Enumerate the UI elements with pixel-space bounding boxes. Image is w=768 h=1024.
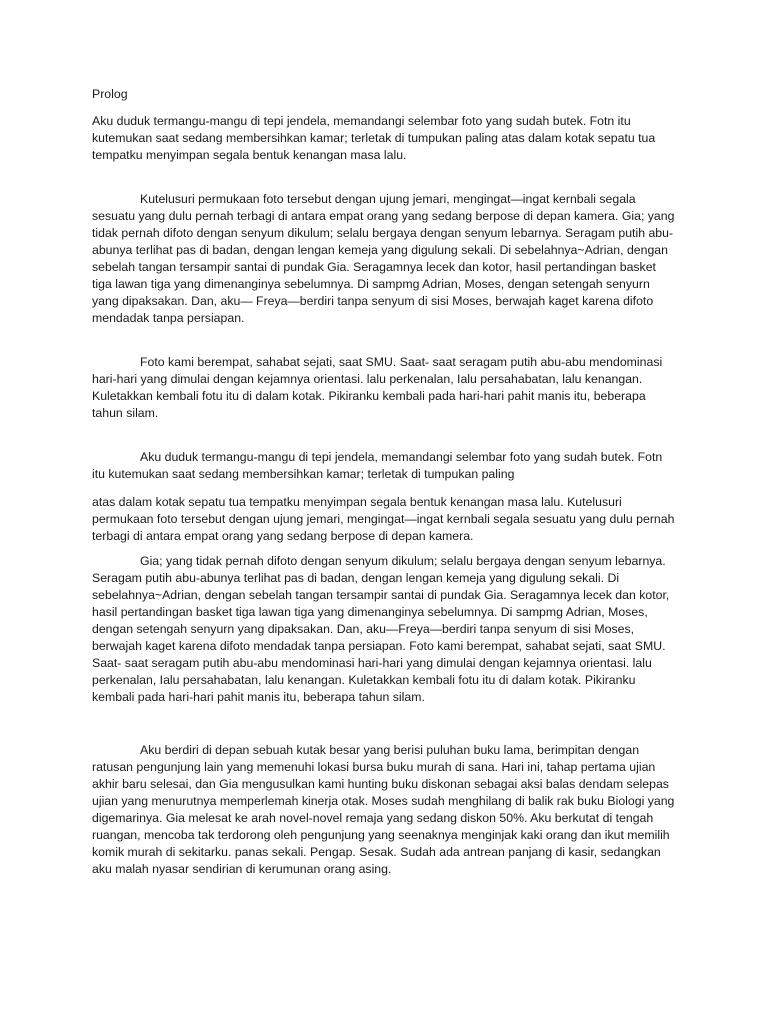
paragraph-1: Aku duduk termangu-mangu di tepi jendela, memandangi selembar foto yang sudah butek. Fotn itu kutemukan saat sedang membersihkan kamar; terletak di tumpukan paling atas dalam kotak sepatu tua tempatku menyimpan segala bentuk kenangan masa lalu. (92, 114, 656, 162)
paragraph-6: Gia; yang tidak pernah difoto dengan senyum dikulum; selalu bergaya dengan senyum lebarnya. Seragam putih abu-abunya terlihat pas di badan, dengan lengan kemeja yang digulung sekali. Di sebelahnya~Adrian, dengan sebelah tangan tersampir santai di pundak Gia. Seragamnya lecek dan kotor, hasil pertandingan basket tiga lawan tiga yang dimenanginya sebelumnya. Di sampmg Adrian, Moses, dengan setengah senyurn yang dipaksakan. Dan, aku—Freya—berdiri tanpa senyum di sisi Moses, berwajah kaget karena difoto mendadak tanpa persiapan. Foto kami berempat, sahabat sejati, saat SMU. Saat- saat seragam putih abu-abu mendominasi hari-hari yang dimulai dengan kejamnya orientasi. lalu perkenalan, Ialu persahabatan, lalu kenangan. Kuletakkan kembali fotu itu di dalam kotak. Pikiranku kembali pada hari-hari pahit manis itu, beberapa tahun silam. (92, 554, 670, 704)
paragraph-3: Foto kami berempat, sahabat sejati, saat SMU. Saat- saat seragam putih abu-abu mendominasi hari-hari yang dimulai dengan kejamnya orientasi. lalu perkenalan, Ialu persahabatan, lalu kenangan. Kuletakkan kembali fotu itu di dalam kotak. Pikiranku kembali pada hari-hari pahit manis itu, beberapa tahun silam. (92, 355, 663, 420)
paragraph-4: Aku duduk termangu-mangu di tepi jendela, memandangi selembar foto yang sudah butek. Fotn itu kutemukan saat sedang membersihkan kamar; terletak di tumpukan paling (92, 450, 663, 481)
paragraph-2: Kutelusuri permukaan foto tersebut dengan ujung jemari, mengingat—ingat kernbali segala sesuatu yang dulu pernah terbagi di antara empat orang yang sedang berpose di depan kamera. Gia; yang tidak pernah difoto dengan senyum dikulum; selalu bergaya dengan senyum lebarnya. Seragam putih abu-abunya terlihat pas di badan, dengan lengan kemeja yang digulung sekali. Di sebelahnya~Adrian, dengan sebelah tangan tersampir santai di pundak Gia. Seragamnya lecek dan kotor, hasil pertandingan basket tiga lawan tiga yang dimenanginya sebelumnya. Di sampmg Adrian, Moses, dengan setengah senyurn yang dipaksakan. Dan, aku— Freya—berdiri tanpa senyum di sisi Moses, berwajah kaget karena difoto mendadak tanpa persiapan. (92, 192, 675, 325)
paragraph-7: Aku berdiri di depan sebuah kutak besar yang berisi puluhan buku lama, berimpitan dengan ratusan pengunjung lain yang memenuhi lokasi bursa buku murah di sana. Hari ini, tahap pertama ujian akhir baru selesai, dan Gia mengusulkan kami hunting buku diskonan sebagai aksi balas dendam selepas ujian yang menurutnya memperlemah kinerja otak. Moses sudah menghilang di balik rak buku Biologi yang digemarinya. Gia melesat ke arah novel-novel remaja yang sedang diskon 50%. Aku berkutat di tengah ruangan, mencoba tak terdorong oleh pengunjung yang seenaknya menginjak kaki orang dan ikut memilih komik murah di sekitarku. panas sekali. Pengap. Sesak. Sudah ada antrean panjang di kasir, sedangkan aku malah nyasar sendirian di kerumunan orang asing. (92, 743, 675, 876)
paragraph-5: atas dalam kotak sepatu tua tempatku menyimpan segala bentuk kenangan masa lalu. Kutelusuri permukaan foto tersebut dengan ujung jemari, mengingat—ingat kernbali segala sesuatu yang dulu pernah terbagi di antara empat orang yang sedang berpose di depan kamera. (92, 495, 675, 543)
page-title: Prolog (92, 87, 128, 101)
document-page (92, 86, 676, 878)
